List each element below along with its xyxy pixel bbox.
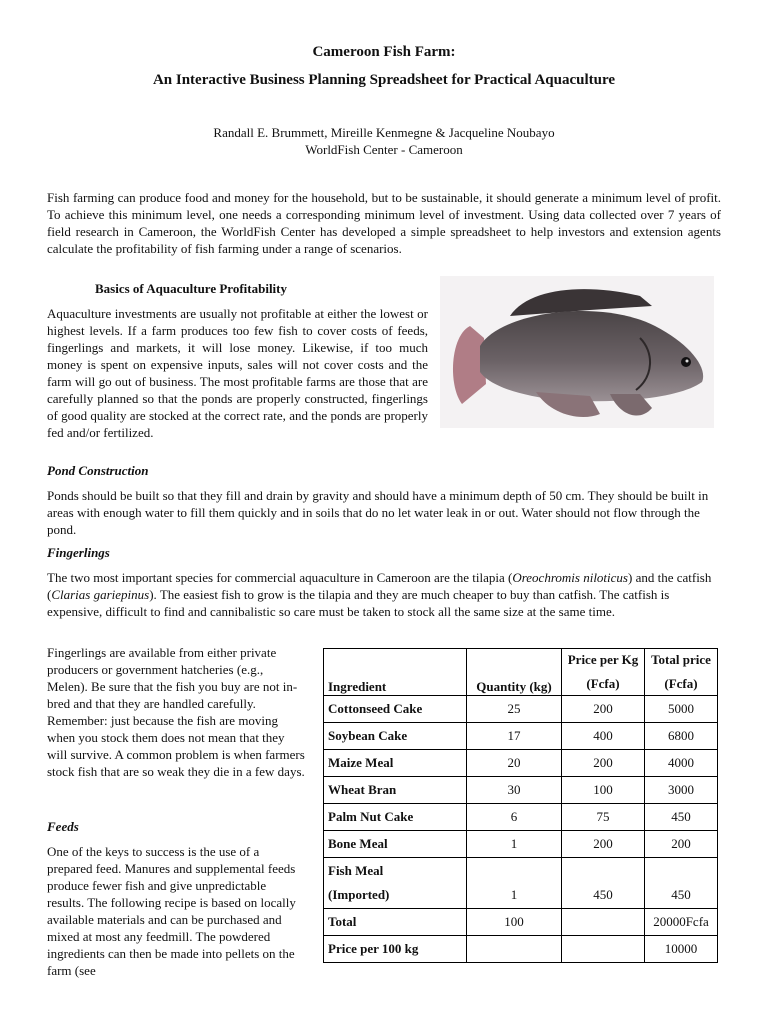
- document-subtitle: An Interactive Business Planning Spreadsheet for Practical Aquaculture: [152, 72, 616, 88]
- feeds-heading: Feeds: [47, 819, 79, 834]
- table-row: Soybean Cake 17 400 6800: [324, 723, 718, 750]
- affiliation: WorldFish Center - Cameroon: [305, 142, 463, 157]
- table-row: Bone Meal 1 200 200: [324, 831, 718, 858]
- header-quantity: Quantity (kg): [467, 649, 562, 696]
- tilapia-fish-image: [440, 276, 714, 428]
- pond-paragraph: Ponds should be built so that they fill and drain by gravity and should have a minimum depth of 50 cm. They should be built in areas with enough water to fill them quickly and in soils that do no let water leak in or out. Water should not flow through the pond.: [47, 488, 709, 537]
- feed-recipe-table: [323, 648, 718, 963]
- table-total-row: Total 100 20000Fcfa: [324, 909, 718, 936]
- fingerlings-heading: Fingerlings: [47, 545, 110, 560]
- species-catfish: Clarias gariepinus: [51, 587, 150, 602]
- header-ingredient: Ingredient: [324, 649, 467, 696]
- pond-heading: Pond Construction: [47, 463, 149, 478]
- feeds-paragraph: One of the keys to success is the use of a prepared feed. Manures and supplemental feeds produce fewer fish and give unpredictable results. The following recipe is based on locally available materials and can be purchased and mixed at most any feedmill. The powdered ingredients can then be made into pellets on the farm (see: [47, 844, 296, 978]
- intro-paragraph: Fish farming can produce food and money for the household, but to be sustainable, it should generate a minimum level of profit. To achieve this minimum level, one needs a corresponding minimum level of investment. Using data collected over 7 years of field research in Cameroon, the WorldFish Center has developed a simple spreadsheet to help investors and extension agents calculate the profitability of fish farming under a range of scenarios.: [47, 190, 721, 256]
- table-price-row: Price per 100 kg 10000: [324, 936, 718, 963]
- species-tilapia: Oreochromis niloticus: [512, 570, 628, 585]
- table-row: Maize Meal 20 200 4000: [324, 750, 718, 777]
- table-row: Cottonseed Cake 25 200 5000: [324, 696, 718, 723]
- header-total: Total price (Fcfa): [645, 649, 718, 696]
- table-header-row: [324, 649, 718, 696]
- fingerlings-paragraph-2: Fingerlings are available from either private producers or government hatcheries (e.g., Melen). Be sure that the fish you buy are not in-bred and that they are handled carefully. Remember: just because the fish are moving when you stock them does not mean that they will survive. A common problem is when farmers stock fish that are so weak they die in a few days.: [47, 645, 305, 779]
- table-row-fish-meal: Fish Meal (Imported) 1 450 450: [324, 858, 718, 909]
- document-title: Cameroon Fish Farm:: [312, 44, 456, 60]
- header-price: Price per Kg (Fcfa): [562, 649, 645, 696]
- table-row: Palm Nut Cake 6 75 450: [324, 804, 718, 831]
- fingerlings-paragraph: The two most important species for commercial aquaculture in Cameroon are the tilapia (Oreochromis niloticus) and the catfish (Clarias gariepinus). The easiest fish to grow is the tilapia and they are much cheaper to buy than catfish. The catfish is expensive, difficult to find and cannibalistic so care must be taken to stock all the same size at the same time.: [47, 570, 712, 619]
- authors: Randall E. Brummett, Mireille Kenmegne & Jacqueline Noubayo: [213, 125, 555, 140]
- basics-heading: Basics of Aquaculture Profitability: [95, 281, 287, 296]
- basics-paragraph: Aquaculture investments are usually not profitable at either the lowest or highest levels. If a farm produces too few fish to cover costs of feeds, fingerlings and markets, it will lose money. Likewise, if too much money is spent on expensive inputs, sales will not cover costs and the farm will go out of business. The most profitable farms are those that are carefully planned so that the ponds are properly constructed, fingerlings of good quality are stocked at the correct rate, and the ponds are properly fed and/or fertilized.: [47, 306, 428, 440]
- table-row: Wheat Bran 30 100 3000: [324, 777, 718, 804]
